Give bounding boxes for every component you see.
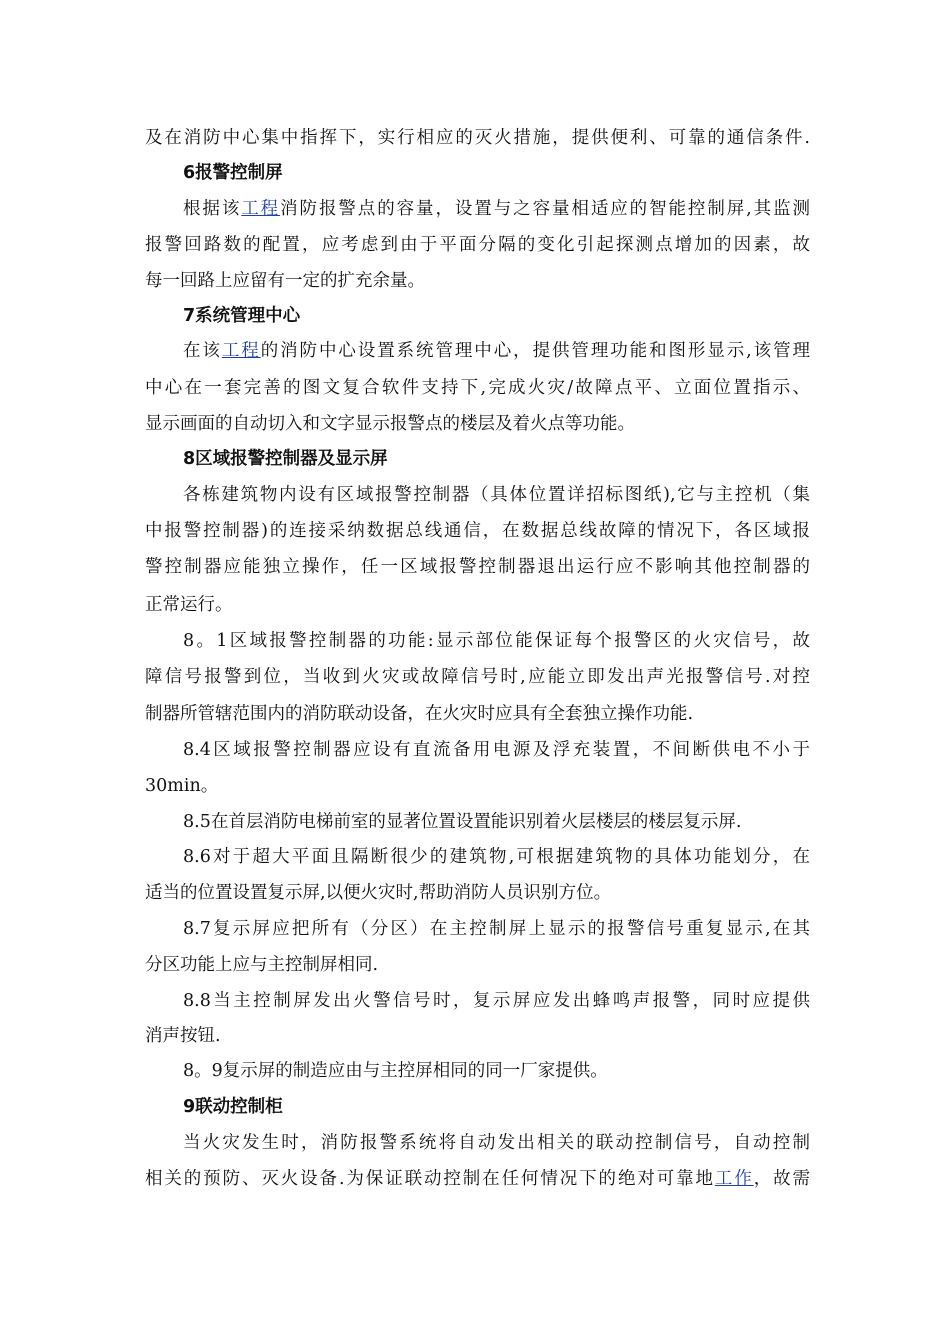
paragraph-line: 8.4区域报警控制器应设有直流备用电源及浮充装置，不间断供电不小于	[183, 740, 810, 760]
section-heading-7: 7系统管理中心	[183, 306, 301, 326]
paragraph-line: 8.7复示屏应把所有（分区）在主控制屏上显示的报警信号重复显示,在其	[183, 919, 810, 939]
paragraph-line: 及在消防中心集中指挥下，实行相应的灭火措施，提供便利、可靠的通信条件.	[145, 128, 810, 148]
section-heading-8: 8区域报警控制器及显示屏	[183, 449, 388, 469]
paragraph-line: 中心在一套完善的图文复合软件支持下,完成火灾/故障点平、立面位置指示、	[145, 378, 810, 398]
paragraph-line: 30min。	[145, 776, 219, 796]
paragraph-line: 分区功能上应与主控制屏相同.	[145, 955, 379, 975]
paragraph-line: 适当的位置设置复示屏,以便火灾时,帮助消防人员识别方位。	[145, 883, 612, 903]
link-gongzuo[interactable]: 工作	[714, 1169, 754, 1189]
paragraph-line: 8。1区域报警控制器的功能:显示部位能保证每个报警区的火灾信号，故	[183, 631, 810, 651]
paragraph-line: 当火灾发生时，消防报警系统将自动发出相关的联动控制信号，自动控制	[183, 1133, 810, 1153]
paragraph-line: 各栋建筑物内设有区域报警控制器（具体位置详招标图纸),它与主控机（集	[183, 485, 810, 505]
paragraph-line: 8.8当主控制屏发出火警信号时，复示屏应发出蜂鸣声报警，同时应提供	[183, 991, 810, 1011]
link-gongcheng[interactable]: 工程	[241, 199, 281, 219]
paragraph-line: 报警回路数的配置，应考虑到由于平面分隔的变化引起探测点增加的因素，故	[145, 235, 810, 255]
section-heading-6: 6报警控制屏	[183, 163, 283, 183]
paragraph-line: 中报警控制器)的连接采纳数据总线通信，在数据总线故障的情况下，各区域报	[145, 521, 810, 541]
paragraph-line: 在该工程的消防中心设置系统管理中心，提供管理功能和图形显示,该管理	[183, 341, 811, 361]
paragraph-line: 制器所管辖范围内的消防联动设备，在火灾时应具有全套独立操作功能.	[145, 704, 694, 724]
paragraph-line: 消声按钮.	[145, 1026, 221, 1046]
paragraph-line: 每一回路上应留有一定的扩充余量。	[145, 271, 425, 291]
paragraph-line: 显示画面的自动切入和文字显示报警点的楼层及着火点等功能。	[145, 414, 635, 434]
paragraph-line: 警控制器应能独立操作，任一区域报警控制器退出运行应不影响其他控制器的	[145, 557, 810, 577]
link-gongcheng[interactable]: 工程	[221, 341, 261, 361]
paragraph-line: 8.5在首层消防电梯前室的显著位置设置能识别着火层楼层的楼层复示屏.	[183, 812, 742, 832]
paragraph-line: 障信号报警到位，当收到火灾或故障信号时,应能立即发出声光报警信号.对控	[145, 667, 810, 687]
paragraph-line: 正常运行。	[145, 595, 233, 615]
paragraph-line: 相关的预防、灭火设备.为保证联动控制在任何情况下的绝对可靠地工作，故需	[145, 1169, 811, 1189]
paragraph-line: 8。9复示屏的制造应由与主控屏相同的同一厂家提供。	[183, 1061, 608, 1081]
paragraph-line: 8.6对于超大平面且隔断很少的建筑物,可根据建筑物的具体功能划分，在	[183, 847, 810, 867]
paragraph-line: 根据该工程消防报警点的容量，设置与之容量相适应的智能控制屏,其监测	[183, 199, 811, 219]
section-heading-9: 9联动控制柜	[183, 1097, 283, 1117]
